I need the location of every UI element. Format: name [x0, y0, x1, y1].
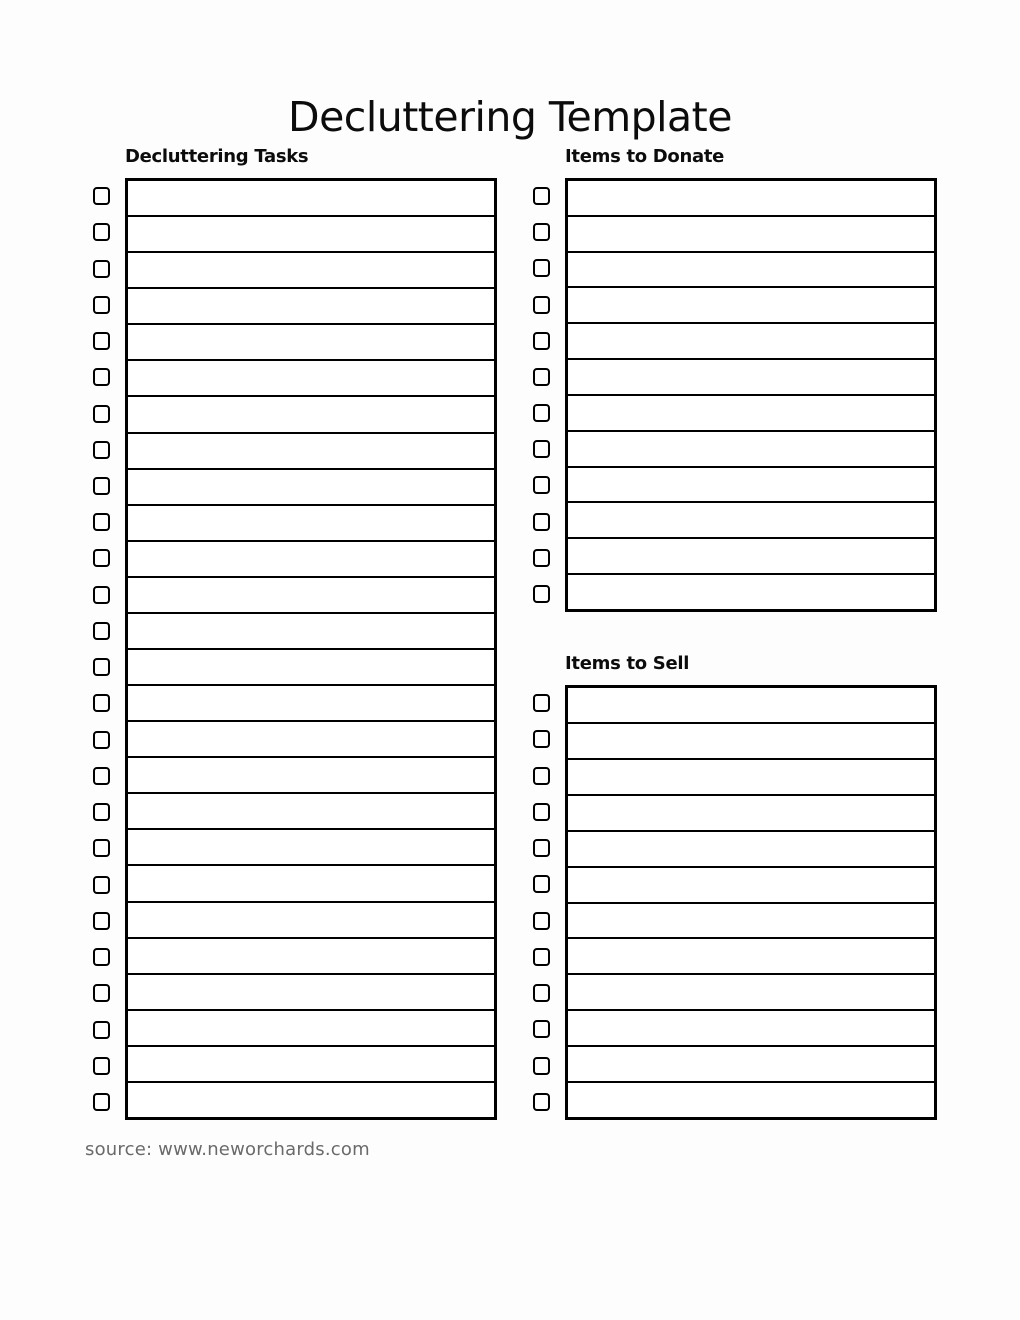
task-line-field[interactable] [128, 542, 494, 578]
task-checkbox[interactable] [93, 1093, 110, 1111]
checkbox-slot [93, 504, 125, 540]
task-line-field[interactable] [128, 217, 494, 253]
sell-line-field[interactable] [568, 760, 934, 796]
sell-line-field[interactable] [568, 939, 934, 975]
sell-line-field[interactable] [568, 904, 934, 940]
sell-checkbox[interactable] [533, 912, 550, 930]
checkbox-slot [533, 903, 565, 939]
checkbox-slot [533, 359, 565, 395]
checkbox-slot [93, 866, 125, 902]
checkbox-slot [93, 287, 125, 323]
sell-line-field[interactable] [568, 1083, 934, 1117]
page-title: Decluttering Template [288, 93, 732, 142]
task-checkbox[interactable] [93, 912, 110, 930]
checkbox-slot [533, 504, 565, 540]
task-checkbox[interactable] [93, 441, 110, 459]
task-checkbox[interactable] [93, 1021, 110, 1039]
sell-checkbox[interactable] [533, 1020, 550, 1038]
task-checkbox[interactable] [93, 477, 110, 495]
task-line-field[interactable] [128, 614, 494, 650]
checkbox-slot [93, 214, 125, 250]
checkbox-slot [93, 1011, 125, 1047]
checkbox-slot [533, 395, 565, 431]
donate-checkbox[interactable] [533, 296, 550, 314]
task-checkbox[interactable] [93, 948, 110, 966]
checkbox-slot [533, 866, 565, 902]
task-line-field[interactable] [128, 1011, 494, 1047]
task-checkbox[interactable] [93, 731, 110, 749]
checkbox-slot [533, 178, 565, 214]
task-line-field[interactable] [128, 903, 494, 939]
tasks-lines-table [125, 178, 497, 1120]
donate-line-field[interactable] [568, 288, 934, 324]
checkbox-slot [93, 323, 125, 359]
task-line-field[interactable] [128, 830, 494, 866]
checkbox-slot [533, 431, 565, 467]
task-line-field[interactable] [128, 722, 494, 758]
donate-checkbox-column [528, 178, 565, 612]
task-checkbox[interactable] [93, 187, 110, 205]
section-heading-tasks: Decluttering Tasks [125, 146, 309, 167]
task-line-field[interactable] [128, 181, 494, 217]
checkbox-slot [93, 794, 125, 830]
checkbox-slot [93, 468, 125, 504]
donate-line-field[interactable] [568, 503, 934, 539]
task-line-field[interactable] [128, 506, 494, 542]
task-checkbox[interactable] [93, 223, 110, 241]
task-checkbox[interactable] [93, 332, 110, 350]
checkbox-slot [533, 287, 565, 323]
checkbox-slot [93, 758, 125, 794]
checkbox-slot [533, 685, 565, 721]
donate-line-field[interactable] [568, 575, 934, 609]
tasks-checkbox-column [88, 178, 125, 1120]
task-line-field[interactable] [128, 1047, 494, 1083]
checkbox-slot [93, 250, 125, 286]
donate-line-field[interactable] [568, 217, 934, 253]
checkbox-slot [533, 758, 565, 794]
task-checkbox[interactable] [93, 368, 110, 386]
checkbox-slot [93, 975, 125, 1011]
task-checkbox[interactable] [93, 622, 110, 640]
checkbox-slot [533, 1048, 565, 1084]
donate-checkbox[interactable] [533, 476, 550, 494]
sell-checkbox[interactable] [533, 984, 550, 1002]
task-checkbox[interactable] [93, 513, 110, 531]
donate-checkbox[interactable] [533, 332, 550, 350]
task-line-field[interactable] [128, 794, 494, 830]
checkbox-slot [93, 359, 125, 395]
task-checkbox[interactable] [93, 658, 110, 676]
task-checkbox[interactable] [93, 876, 110, 894]
task-line-field[interactable] [128, 686, 494, 722]
task-checkbox[interactable] [93, 260, 110, 278]
section-items-to-sell [528, 653, 937, 1120]
checkbox-slot [533, 250, 565, 286]
task-line-field[interactable] [128, 975, 494, 1011]
task-checkbox[interactable] [93, 839, 110, 857]
checkbox-slot [93, 903, 125, 939]
sell-checkbox-column [528, 685, 565, 1120]
checkbox-slot [533, 1084, 565, 1120]
task-checkbox[interactable] [93, 984, 110, 1002]
sell-checkbox[interactable] [533, 875, 550, 893]
checkbox-slot [93, 432, 125, 468]
donate-checkbox[interactable] [533, 513, 550, 531]
checkbox-slot [93, 685, 125, 721]
sell-checkbox[interactable] [533, 803, 550, 821]
task-line-field[interactable] [128, 289, 494, 325]
tasks-checklist [88, 178, 497, 1120]
task-line-field[interactable] [128, 361, 494, 397]
donate-checkbox[interactable] [533, 259, 550, 277]
sell-line-field[interactable] [568, 724, 934, 760]
task-checkbox[interactable] [93, 549, 110, 567]
sell-checkbox[interactable] [533, 839, 550, 857]
task-checkbox[interactable] [93, 405, 110, 423]
checkbox-slot [93, 178, 125, 214]
task-line-field[interactable] [128, 650, 494, 686]
task-line-field[interactable] [128, 434, 494, 470]
checkbox-slot [533, 467, 565, 503]
task-checkbox[interactable] [93, 586, 110, 604]
task-line-field[interactable] [128, 325, 494, 361]
donate-line-field[interactable] [568, 396, 934, 432]
sell-line-field[interactable] [568, 688, 934, 724]
checkbox-slot [93, 939, 125, 975]
task-checkbox[interactable] [93, 694, 110, 712]
checkbox-slot [93, 577, 125, 613]
sell-line-field[interactable] [568, 1011, 934, 1047]
checkbox-slot [533, 323, 565, 359]
section-items-to-donate [528, 146, 937, 612]
checkbox-slot [93, 649, 125, 685]
sell-checklist [528, 685, 937, 1120]
donate-checkbox[interactable] [533, 404, 550, 422]
checkbox-slot [93, 395, 125, 431]
checkbox-slot [93, 1084, 125, 1120]
task-line-field[interactable] [128, 397, 494, 433]
sell-lines-table [565, 685, 937, 1120]
sell-line-field[interactable] [568, 1047, 934, 1083]
donate-line-field[interactable] [568, 360, 934, 396]
task-checkbox[interactable] [93, 1057, 110, 1075]
checkbox-slot [533, 1011, 565, 1047]
task-line-field[interactable] [128, 1083, 494, 1117]
checkbox-slot [533, 939, 565, 975]
task-line-field[interactable] [128, 866, 494, 902]
donate-line-field[interactable] [568, 432, 934, 468]
sell-line-field[interactable] [568, 975, 934, 1011]
sell-checkbox[interactable] [533, 767, 550, 785]
checkbox-slot [533, 214, 565, 250]
sell-checkbox[interactable] [533, 948, 550, 966]
section-heading-sell: Items to Sell [565, 653, 690, 674]
checkbox-slot [533, 794, 565, 830]
checkbox-slot [93, 1048, 125, 1084]
checkbox-slot [93, 722, 125, 758]
sell-checkbox[interactable] [533, 730, 550, 748]
task-checkbox[interactable] [93, 803, 110, 821]
sell-checkbox[interactable] [533, 1093, 550, 1111]
donate-checkbox[interactable] [533, 440, 550, 458]
donate-line-field[interactable] [568, 324, 934, 360]
donate-checkbox[interactable] [533, 368, 550, 386]
sell-line-field[interactable] [568, 832, 934, 868]
sell-checkbox[interactable] [533, 694, 550, 712]
sell-line-field[interactable] [568, 796, 934, 832]
donate-line-field[interactable] [568, 468, 934, 504]
section-decluttering-tasks [88, 146, 497, 1120]
donate-checklist [528, 178, 937, 612]
sell-checkbox[interactable] [533, 1057, 550, 1075]
donate-checkbox[interactable] [533, 223, 550, 241]
donate-checkbox[interactable] [533, 187, 550, 205]
task-checkbox[interactable] [93, 296, 110, 314]
source-credit: source: www.neworchards.com [85, 1139, 370, 1160]
task-line-field[interactable] [128, 939, 494, 975]
donate-line-field[interactable] [568, 181, 934, 217]
donate-lines-table [565, 178, 937, 612]
checkbox-slot [533, 830, 565, 866]
sell-line-field[interactable] [568, 868, 934, 904]
checkbox-slot [533, 540, 565, 576]
section-heading-donate: Items to Donate [565, 146, 725, 167]
donate-checkbox[interactable] [533, 549, 550, 567]
checkbox-slot [93, 613, 125, 649]
task-line-field[interactable] [128, 253, 494, 289]
donate-checkbox[interactable] [533, 585, 550, 603]
task-line-field[interactable] [128, 758, 494, 794]
checkbox-slot [533, 975, 565, 1011]
donate-line-field[interactable] [568, 253, 934, 289]
checkbox-slot [533, 721, 565, 757]
checkbox-slot [93, 830, 125, 866]
task-line-field[interactable] [128, 470, 494, 506]
task-line-field[interactable] [128, 578, 494, 614]
task-checkbox[interactable] [93, 767, 110, 785]
donate-line-field[interactable] [568, 539, 934, 575]
checkbox-slot [533, 576, 565, 612]
checkbox-slot [93, 540, 125, 576]
